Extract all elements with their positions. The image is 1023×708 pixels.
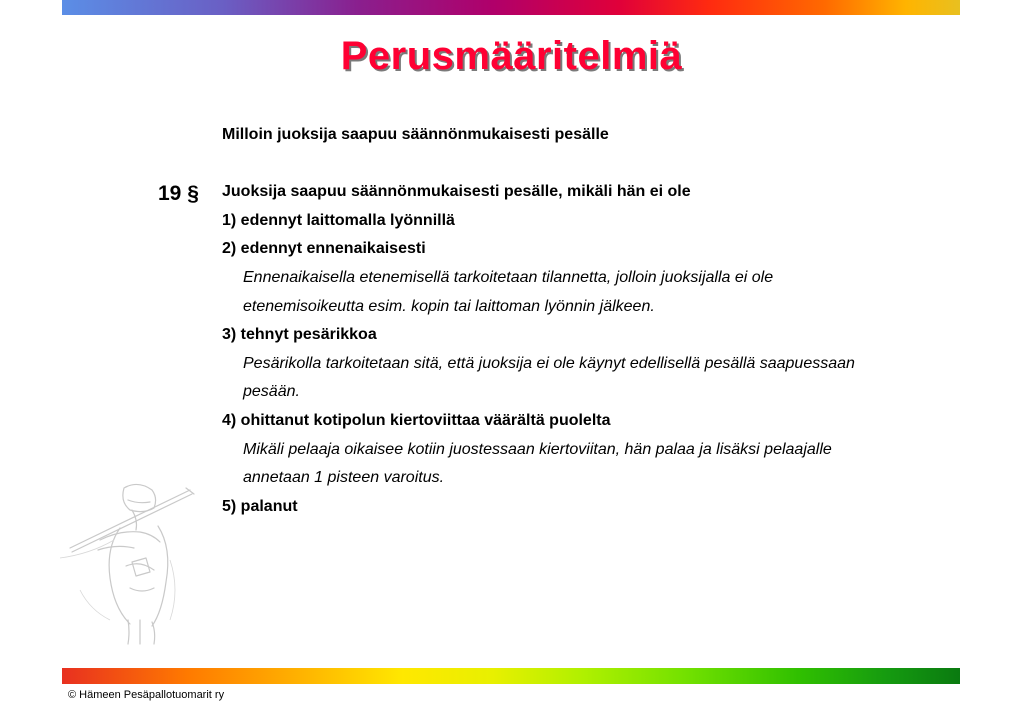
spacer [222, 150, 962, 179]
list-item: 4) ohittanut kotipolun kiertoviittaa väärältä puolelta [222, 411, 611, 429]
footer-copyright: © Hämeen Pesäpallotuomarit ry [68, 689, 225, 701]
list-item: 2) edennyt ennenaikaisesti [222, 240, 426, 258]
item-note: pesään. [243, 383, 300, 401]
subtitle: Milloin juoksija saapuu säännönmukaisesti pesälle [222, 126, 609, 143]
list-item: 1) edennyt laittomalla lyönnillä [222, 211, 455, 229]
list-item: 5) palanut [222, 497, 298, 515]
bottom-gradient-bar [62, 668, 960, 684]
intro-text: Juoksija saapuu säännönmukaisesti pesälle, mikäli hän ei ole [222, 183, 691, 201]
item-note: etenemisoikeutta esim. kopin tai laittoman lyönnin jälkeen. [243, 297, 655, 315]
top-gradient-bar [62, 0, 960, 15]
list-item: 3) tehnyt pesärikkoa [222, 326, 377, 344]
item-note: annetaan 1 pisteen varoitus. [243, 469, 445, 487]
slide-title: Perusmääritelmiä [340, 34, 683, 78]
item-note: Ennenaikaisella etenemisellä tarkoitetaan tilannetta, jolloin juoksijalla ei ole [243, 268, 774, 286]
slide-content [222, 121, 962, 521]
item-note: Mikäli pelaaja oikaisee kotiin juostessaan kiertoviitan, hän palaa ja lisäksi pelaajalle [243, 440, 832, 458]
item-note: Pesärikolla tarkoitetaan sitä, että juoksija ei ole käynyt edellisellä pesällä saapuessaan [243, 354, 855, 372]
section-number: 19 § [158, 182, 199, 205]
batter-sketch-image [40, 470, 200, 645]
